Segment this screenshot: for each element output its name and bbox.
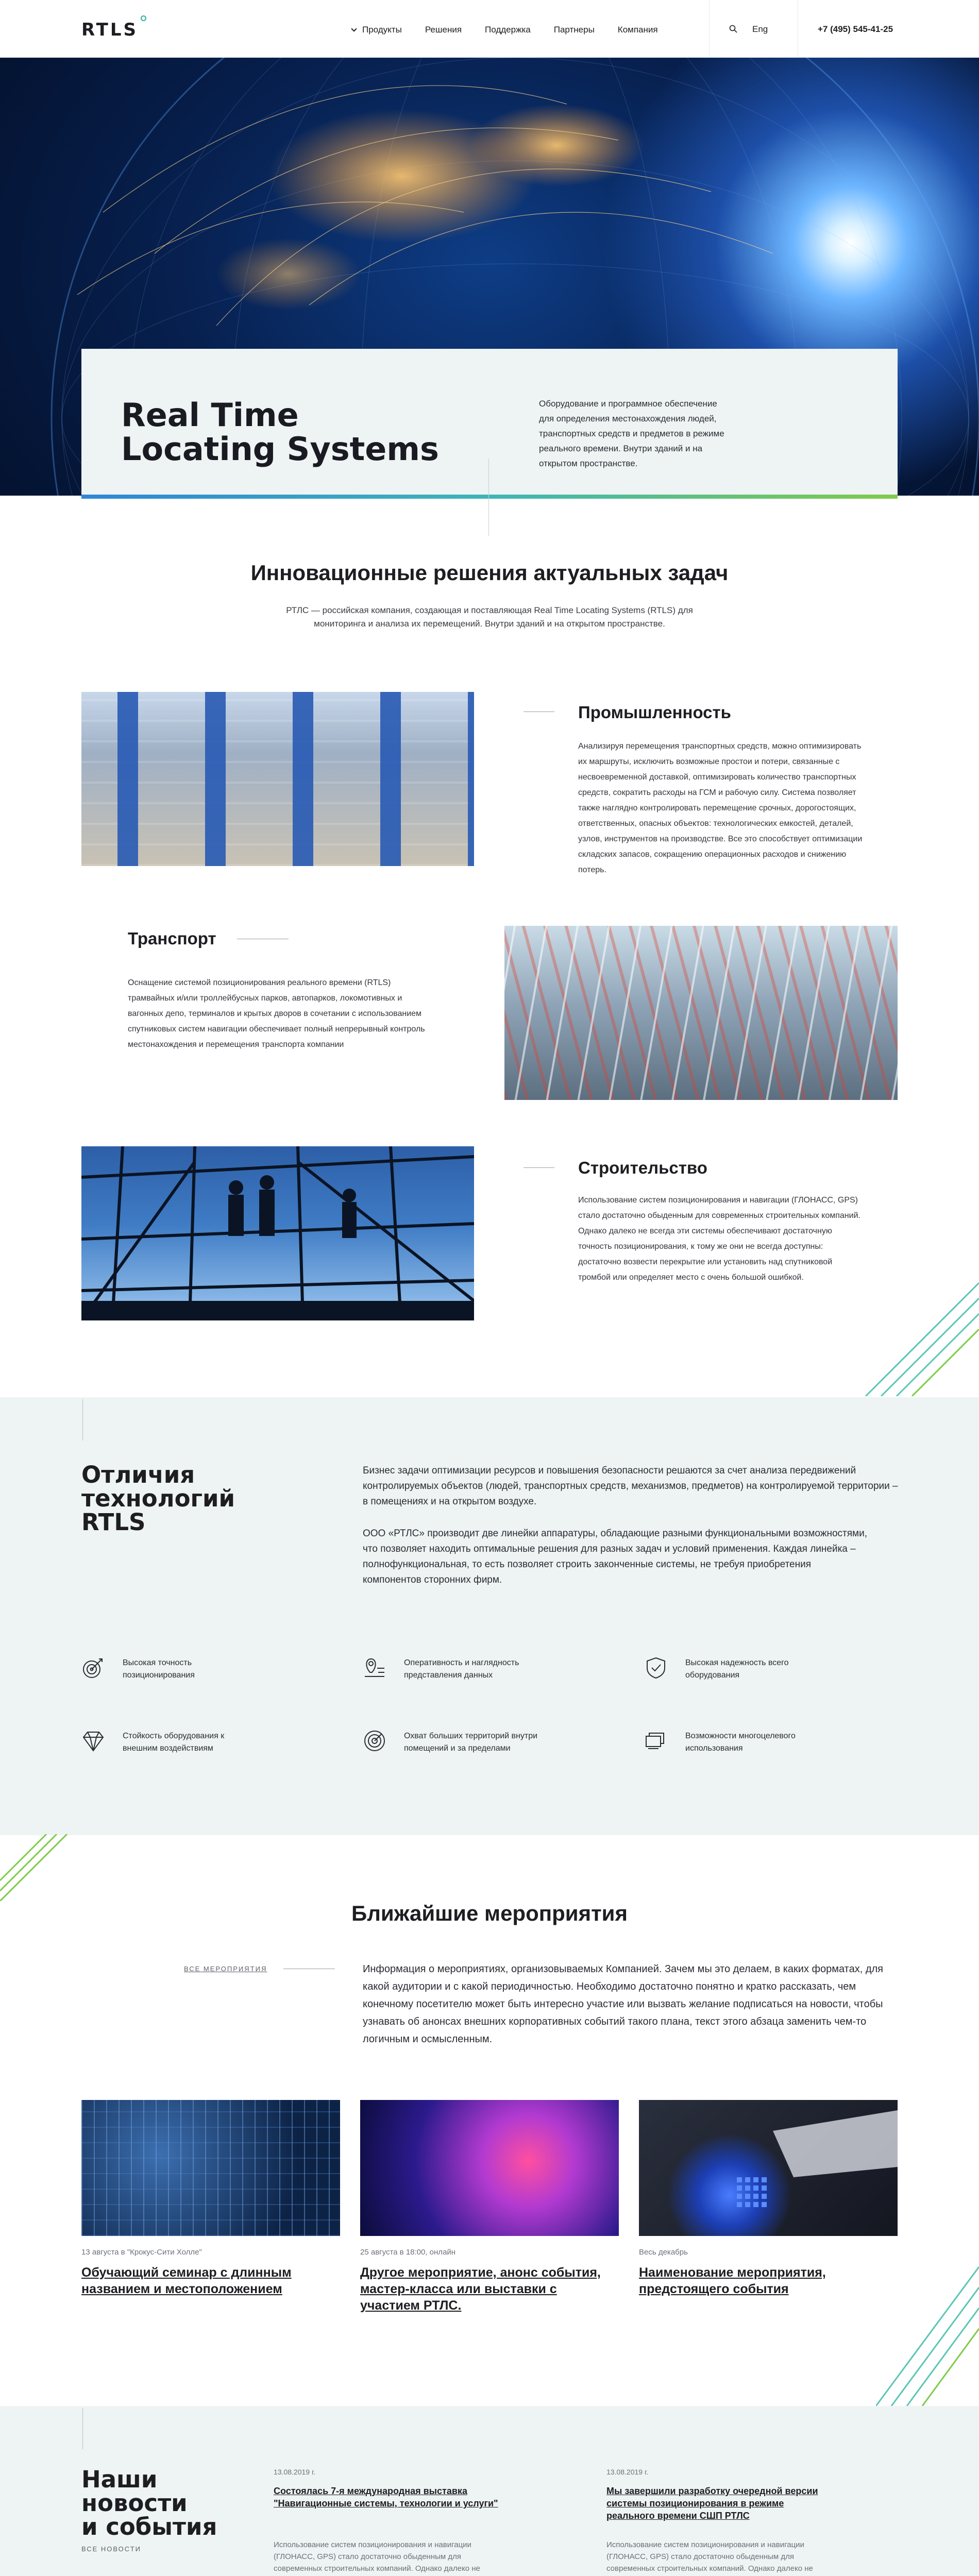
search-icon[interactable] [729,25,737,33]
diamond-icon [81,1729,105,1753]
decorative-lines [876,2236,979,2406]
chevron-down-icon [351,26,357,31]
transport-photo [504,926,898,1100]
gradient-divider [81,495,898,499]
hero-title [121,398,439,466]
differences-title [81,1463,235,1534]
event-title-link[interactable]: Другое мероприятие, анонс события, мастер-класса или выставки с участием РТЛС. [360,2265,601,2313]
feature-text: Анализируя перемещения транспортных средств, можно оптимизировать их маршруты, исключить возможные простои и потери, связанные с несвоевременной доставкой, оптимизировать количество транспортных средств, сократить расходы на ГСМ и рабочую силу. Система позволяет также наглядно контролировать перемещение срочных, дорогостоящих, ответственных, опасных объектов: технологических емкостей, деталей, узлов, инструментов на производстве. Все это способствует оптимизации складских запасов, сокращению операционных расходов и снижению потерь. [578,742,863,874]
nav-item-solutions[interactable]: Решения [425,25,462,35]
title-line-text: RTLS [81,1509,146,1536]
logo-dot-icon [141,15,146,21]
advantage-item [363,1654,538,1683]
news-text: Использование систем позиционирования и навигации (ГЛОНАСС, GPS) стало достаточно обыденным для современных строительных компаний. Однако далеко не [606,2540,813,2573]
advantage-text: Высокая надежность всего оборудования [685,1658,789,1680]
feature-title: Транспорт [128,929,216,948]
main-nav [352,25,681,35]
event-title-link[interactable]: Наименование мероприятия, предстоящего события [639,2265,826,2296]
advantage-item [644,1727,819,1756]
header-divider [709,0,710,58]
header-phone[interactable]: +7 (495) 545-41-25 [818,24,893,34]
news-title-link[interactable]: Мы завершили разработку очередной версии системы позиционирования в режиме реального времени СШП РТЛС [606,2486,818,2521]
construction-photo [81,1146,474,1320]
feature-title: Промышленность [578,703,731,722]
event-image[interactable] [639,2100,898,2236]
industry-photo [81,692,474,866]
nav-item-support[interactable]: Поддержка [485,25,531,35]
advantage-text: Оперативность и наглядность представления данных [404,1658,519,1680]
hero-banner [0,58,979,496]
title-line-text: технологий [81,1485,235,1512]
news-date: 13.08.2019 г. [274,2468,316,2476]
advantage-item [644,1654,819,1683]
differences-paragraph: ООО «РТЛС» производит две линейки аппаратуры, обладающие разными функциональными возможностями, что позволяет находить оптимальные решения для разных задач и условий применения. Каждая линейка – полнофункциональная, то есть позволяет строить законченные системы, не требуя приобретения компонентов сторонних фирм. [363,1528,867,1585]
shield-check-icon [644,1656,668,1680]
led-grid-image [639,2100,898,2236]
hero-description: Оборудование и программное обеспечение для определения местонахождения людей, транспортных средств и предметов в режиме реального времени. Внутри зданий и на открытом пространстве. [539,399,724,468]
feature-text: Использование систем позиционирования и навигации (ГЛОНАСС, GPS) стало достаточно обыденным для современных строительных компаний. Однако далеко не всегда эти системы обеспечивают достаточную точность позиционирования, к тому же они не всегда доступны: достаточно возвести перекрытие или установить над спутниковой тромбой или определяет место с очень большой ошибкой. [578,1196,860,1282]
hero-card [81,349,898,496]
news-title [81,2468,217,2539]
nav-item-partners[interactable]: Партнеры [553,25,595,35]
language-switch[interactable]: Eng [752,24,768,34]
intro-text: РТЛС — российская компания, создающая и поставляющая Real Time Locating Systems (RTLS) для мониторинга и анализа их перемещений. Внутри зданий и на открытом пространстве. [286,605,693,629]
feature-text: Оснащение системой позиционирования реального времени (RTLS) трамвайных и/или троллейбусных парков, автопарков, локомотивных и вагонных депо, терминалов и крытых дворов в сочетании с использованием спутниковых систем навигации обеспечивает полный непрерывный контроль местонахождения и перемещения транспорта компании [128,978,425,1049]
hero-title-line: Locating Systems [121,430,439,468]
radar-icon [363,1729,386,1753]
site-header [0,0,979,58]
vertical-divider [82,2408,83,2449]
nav-label: Продукты [362,25,402,35]
logo[interactable] [81,20,138,40]
events-title: Ближайшие мероприятия [351,1901,628,1925]
hero-title-line: Real Time [121,396,299,434]
advantage-text: Стойкость оборудования к внешним воздействиям [123,1732,225,1753]
all-news-link[interactable]: ВСЕ НОВОСТИ [81,2545,142,2553]
decorative-lines [845,1242,979,1396]
news-title-link[interactable]: Состоялась 7-я международная выставка "Навигационные системы, технологии и услуги" [274,2486,498,2509]
title-line-text: Отличия [81,1461,195,1488]
layers-icon [644,1729,668,1753]
title-line-text: и события [81,2513,217,2540]
advantage-text: Охват больших территорий внутри помещений и за пределами [404,1732,538,1753]
advantage-item [81,1654,257,1683]
event-meta: 13 августа в "Крокус-Сити Холле" [81,2248,202,2257]
vertical-divider [82,1399,83,1440]
construction-silhouette [81,1146,474,1320]
advantage-text: Высокая точность позиционирования [123,1658,195,1680]
event-title-link[interactable]: Обучающий семинар с длинным названием и местоположением [81,2265,292,2296]
target-icon [81,1656,105,1680]
event-image[interactable] [81,2100,340,2236]
title-line [524,1167,554,1168]
logo-text: RTLS [81,20,138,40]
map-pin-icon [363,1656,386,1680]
title-line-text: новости [81,2489,188,2517]
title-line-text: Наши [81,2466,158,2493]
advantage-text: Возможности многоцелевого использования [685,1732,796,1753]
event-meta: Весь декабрь [639,2248,688,2257]
feature-title: Строительство [578,1158,707,1177]
vertical-divider [488,459,489,536]
news-date: 13.08.2019 г. [606,2468,649,2476]
all-events-link[interactable]: ВСЕ МЕРОПРИЯТИЯ [184,1965,267,1973]
advantage-item [363,1727,538,1756]
nav-item-company[interactable]: Компания [617,25,658,35]
event-image[interactable] [360,2100,619,2236]
differences-paragraph: Бизнес задачи оптимизации ресурсов и повышения безопасности решаются за счет анализа передвижений контролируемых объектов (людей, транспортных средств, механизмов, предметов) на контролируемой территории – в помещениях и на открытом воздухе. [363,1465,898,1507]
event-meta: 25 августа в 18:00, онлайн [360,2248,456,2257]
advantage-item [81,1727,257,1756]
news-text: Использование систем позиционирования и навигации (ГЛОНАСС, GPS) стало достаточно обыденным для современных строительных компаний. Однако далеко не [274,2540,480,2573]
events-description: Информация о мероприятиях, организовываемых Компанией. Зачем мы это делаем, в каких форматах, для какой аудитории и с какой периодичностью. Необходимо достаточно понятно и кратко рассказать, чем конечному посетителю может быть интересно участие или вызвать желание подписаться на новости, чтобы узнавать об анонсах внешних корпоративных событий такого плана, текст этого абзаца заменить чем-то логичным и осмысленным. [363,1963,884,2045]
intro-title: Инновационные решения актуальных задач [250,561,729,585]
nav-item-products[interactable] [352,25,402,35]
title-line [524,711,554,712]
decorative-lines [0,1834,72,1901]
